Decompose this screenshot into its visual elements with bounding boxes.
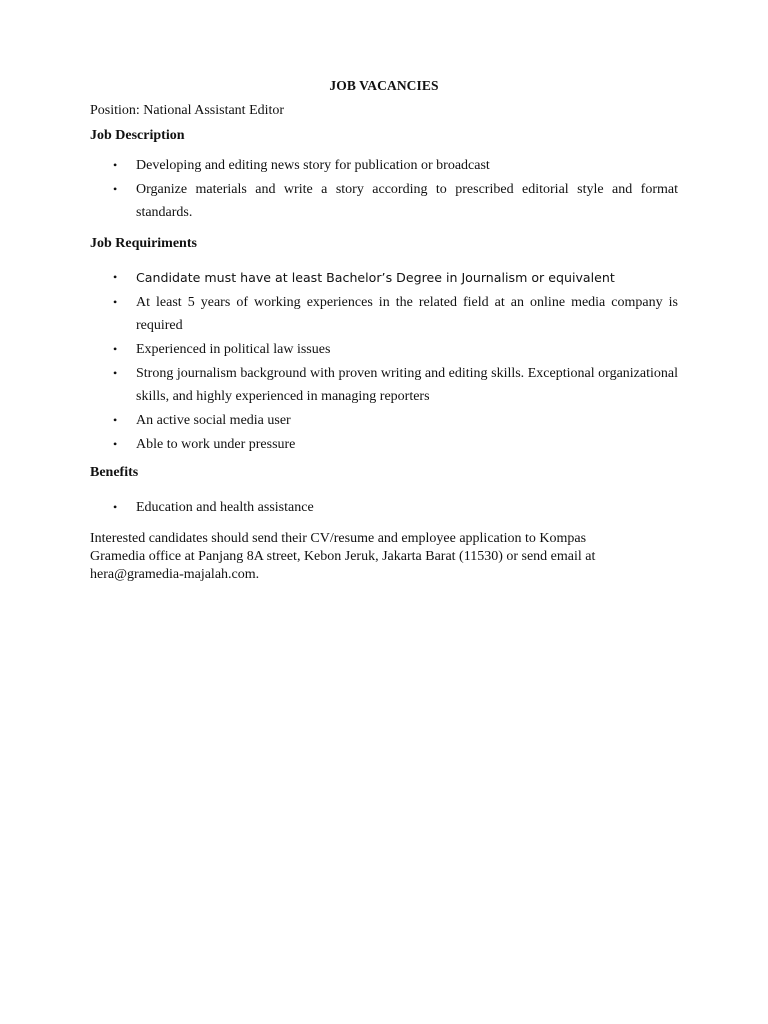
- list-item: [90, 291, 678, 337]
- bullet-icon: •: [113, 500, 118, 514]
- bullet-icon: •: [113, 295, 118, 309]
- job-description-list: [90, 154, 678, 225]
- contact-line: Interested candidates should send their CV/resume and employee application to Kompas: [90, 531, 587, 546]
- contact-email-line: hera@gramedia-majalah.com.: [90, 567, 260, 582]
- list-item-text: Candidate must have at least Bachelor’s Degree in Journalism or equivalent: [136, 270, 615, 285]
- list-item-text: Developing and editing news story for publication or broadcast: [136, 158, 490, 173]
- job-description-heading: Job Description: [90, 128, 185, 143]
- list-item-text: Experienced in political law issues: [136, 342, 331, 357]
- bullet-icon: •: [113, 182, 118, 196]
- list-item: [90, 154, 678, 177]
- benefits-heading: Benefits: [90, 465, 139, 480]
- list-item: [90, 362, 678, 408]
- bullet-icon: •: [113, 342, 118, 356]
- bullet-icon: •: [113, 158, 118, 172]
- benefits-list: [90, 496, 678, 520]
- bullet-icon: •: [113, 437, 118, 451]
- list-item-text: An active social media user: [136, 413, 291, 428]
- list-item: [90, 178, 678, 224]
- bullet-icon: •: [113, 413, 118, 427]
- job-requirements-list: [90, 266, 678, 457]
- list-item: [90, 266, 678, 290]
- list-item: [90, 338, 678, 361]
- list-item-text: At least 5 years of working experiences in the related field at an online media company is required: [136, 295, 678, 333]
- contact-line: Gramedia office at Panjang 8A street, Kebon Jeruk, Jakarta Barat (11530) or send email at: [90, 549, 596, 564]
- position-line: Position: National Assistant Editor: [90, 103, 285, 118]
- list-item-text: Organize materials and write a story according to prescribed editorial style and format standards.: [136, 182, 678, 220]
- bullet-icon: •: [113, 366, 118, 380]
- bullet-icon: •: [113, 270, 118, 284]
- list-item-text: Education and health assistance: [136, 500, 314, 515]
- contact-paragraph: [90, 530, 650, 584]
- document-title: JOB VACANCIES: [329, 78, 439, 93]
- list-item-text: Able to work under pressure: [136, 437, 296, 452]
- list-item: [90, 433, 678, 456]
- list-item: [90, 496, 678, 519]
- list-item: [90, 409, 678, 432]
- list-item-text: Strong journalism background with proven writing and editing skills. Exceptional organizational skills, and highly experienced in managing reporters: [136, 366, 678, 404]
- job-requirements-heading: Job Requiriments: [90, 236, 197, 251]
